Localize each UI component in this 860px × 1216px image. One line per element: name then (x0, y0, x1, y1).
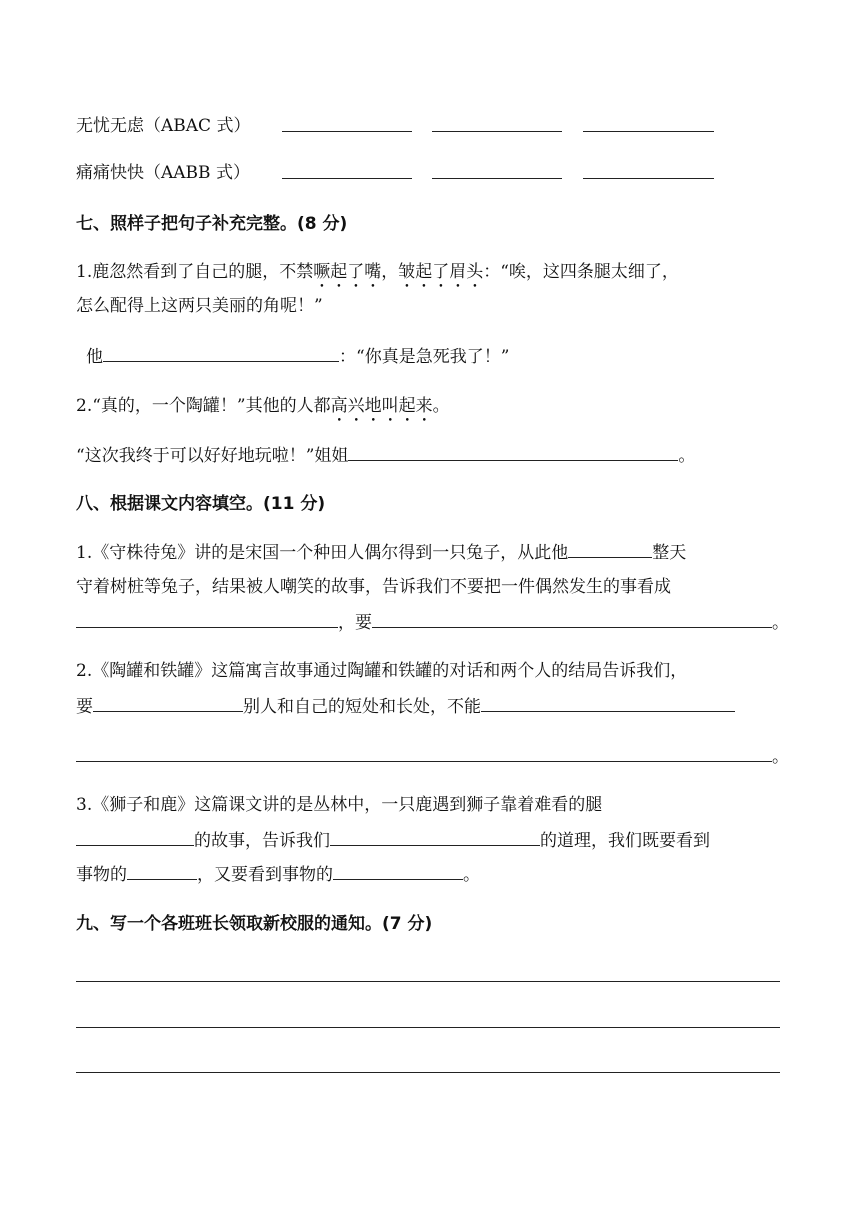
sec8-q2-text: 别人和自己的短处和长处，不能 (243, 697, 481, 717)
writing-line-3[interactable] (76, 1072, 780, 1073)
sec8-q2-text: 。 (772, 747, 789, 767)
answer-prefix: 他 (86, 347, 103, 367)
answer-blank[interactable] (76, 828, 194, 846)
sec8-q1-text: 1.《守株待兔》讲的是宋国一个种田人偶尔得到一只兔子，从此他 (76, 543, 569, 563)
sec8-q3-line1: 3.《狮子和鹿》这篇课文讲的是丛林中，一只鹿遇到狮子靠着难看的腿 (76, 795, 603, 815)
sec7-q1-line2: 怎么配得上这两只美丽的角呢！” (76, 296, 323, 316)
answer-suffix: 。 (678, 446, 696, 466)
section-9-title: 九、写一个各班班长领取新校服的通知。(7 分) (76, 914, 433, 934)
sec7-q1-answer (86, 344, 784, 369)
idiom-blank-1[interactable] (282, 161, 412, 179)
writing-line-2[interactable] (76, 1027, 780, 1028)
sec8-q1-text: 整天 (652, 543, 687, 563)
sec8-q2-line3 (76, 744, 789, 769)
sec8-q3-line3 (76, 862, 784, 887)
idiom-blank-3[interactable] (583, 161, 714, 179)
sec8-q1-text: 。 (772, 613, 789, 633)
sec8-q3-line2 (76, 828, 784, 853)
sec8-q2-line1: 2.《陶罐和铁罐》这篇寓言故事通过陶罐和铁罐的对话和两个人的结局告诉我们， (76, 661, 688, 681)
answer-blank[interactable] (93, 694, 243, 712)
emphasis-phrase-2: 皱起了眉头 (398, 262, 484, 282)
emphasis-phrase-1: 噘起了嘴 (313, 262, 382, 282)
idiom-blank-2[interactable] (432, 161, 562, 179)
sec7-q2-answer (76, 443, 784, 468)
answer-blank[interactable] (76, 610, 338, 628)
sec7-q2-line (76, 394, 784, 426)
answer-blank[interactable] (568, 540, 652, 558)
sec7-q1-text: ， (381, 262, 399, 282)
section-7-title: 七、照样子把句子补充完整。(8 分) (76, 214, 348, 234)
answer-blank[interactable] (372, 610, 772, 628)
idiom-blank-3[interactable] (583, 114, 714, 132)
idiom-row-1 (76, 114, 784, 138)
answer-blank[interactable] (481, 694, 735, 712)
writing-line-1[interactable] (76, 981, 780, 982)
emphasis-phrase-3: 高兴地叫起来 (330, 396, 433, 416)
sec8-q2-text: 要 (76, 697, 93, 717)
sec8-q2-line2 (76, 694, 784, 719)
sec8-q3-text: ，又要看到事物的 (197, 865, 333, 885)
sec8-q1-line2: 守着树桩等兔子，结果被人嘲笑的故事，告诉我们不要把一件偶然发生的事看成 (76, 577, 671, 597)
answer-suffix: ：“你真是急死我了！” (339, 347, 510, 367)
idiom-word: 痛痛快快（AABB 式） (76, 163, 250, 183)
answer-blank[interactable] (127, 862, 197, 880)
section-8-title: 八、根据课文内容填空。(11 分) (76, 494, 326, 514)
sec7-q1-line1 (76, 260, 784, 292)
answer-blank[interactable] (348, 443, 678, 461)
answer-blank[interactable] (103, 344, 339, 362)
sec7-q2-text: 。 (432, 396, 450, 416)
sec8-q1-line3 (76, 610, 789, 635)
answer-blank[interactable] (330, 828, 540, 846)
idiom-row-2 (76, 161, 784, 185)
sec8-q3-text: 事物的 (76, 865, 127, 885)
sec8-q3-text: 的故事，告诉我们 (194, 831, 330, 851)
sec7-q1-text: ：“唉，这四条腿太细了， (483, 262, 679, 282)
sec7-q2-text: 2.“真的，一个陶罐！”其他的人都 (76, 396, 331, 416)
idiom-blank-1[interactable] (282, 114, 412, 132)
idiom-blank-2[interactable] (432, 114, 562, 132)
sec8-q1-text: ，要 (338, 613, 372, 633)
answer-blank[interactable] (76, 744, 772, 762)
sec7-q1-text: 1.鹿忽然看到了自己的腿，不禁 (76, 262, 314, 282)
sec8-q1-line1 (76, 540, 784, 565)
answer-blank[interactable] (333, 862, 463, 880)
sec8-q3-text: 的道理，我们既要看到 (540, 831, 710, 851)
idiom-word: 无忧无虑（ABAC 式） (76, 116, 251, 136)
sec8-q3-text: 。 (463, 865, 480, 885)
answer-prefix: “这次我终于可以好好地玩啦！”姐姐 (76, 446, 349, 466)
